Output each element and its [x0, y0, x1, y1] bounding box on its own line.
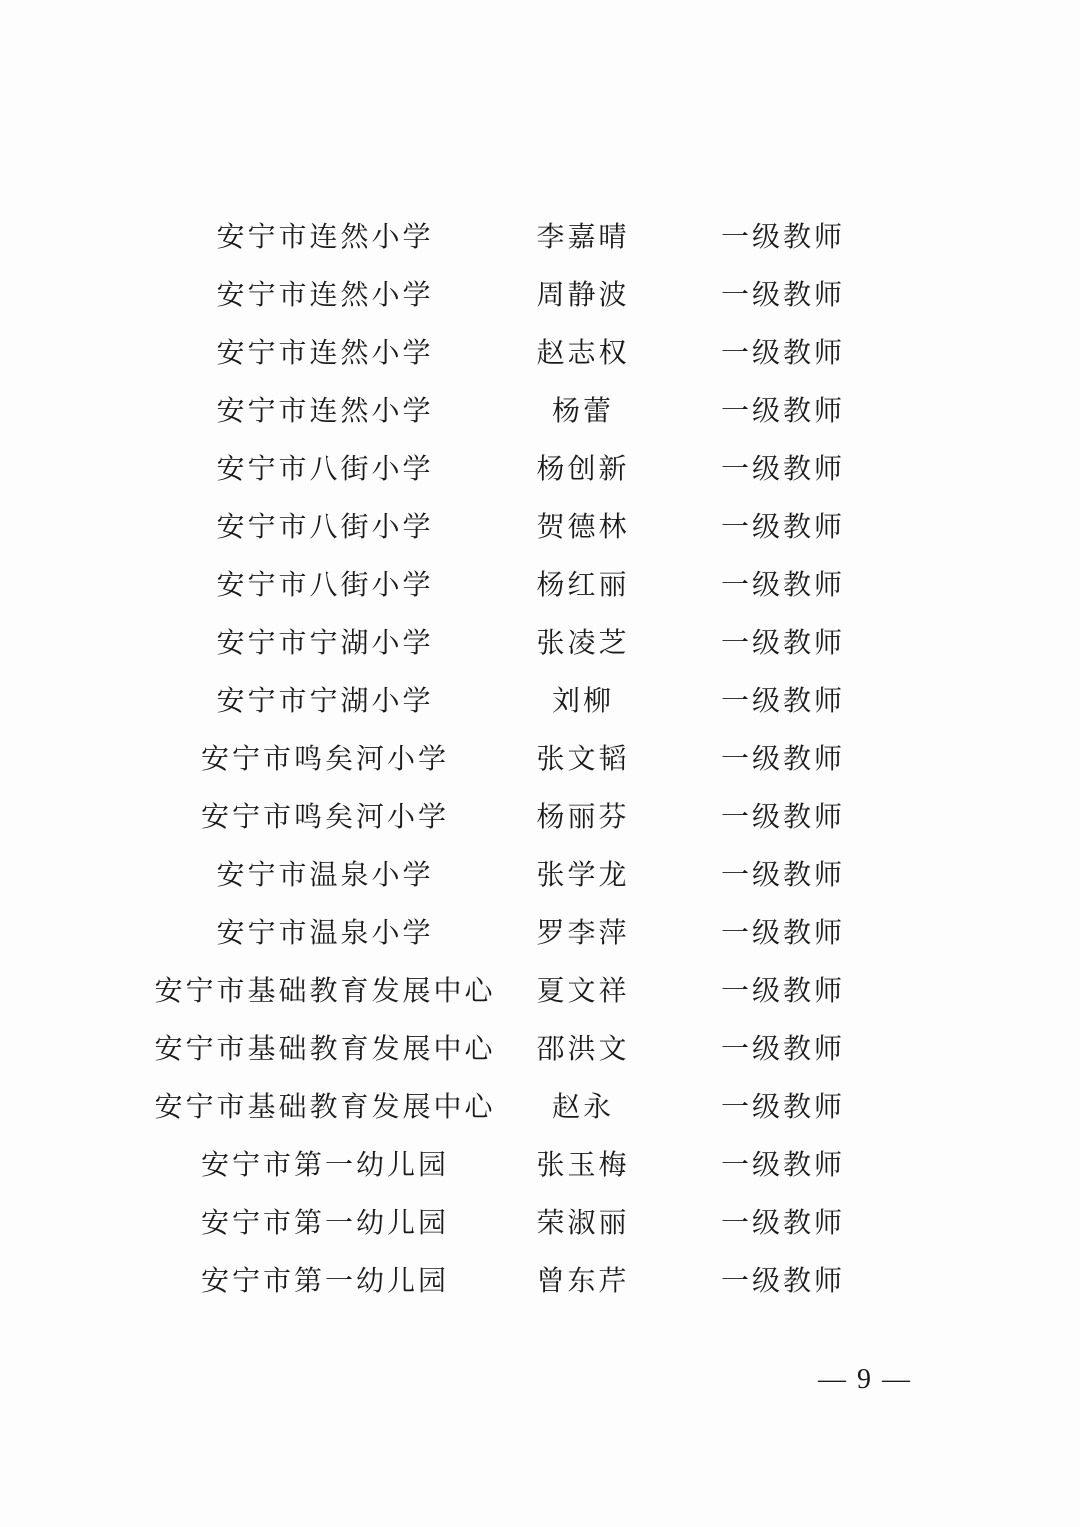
- teacher-name-cell: 杨创新: [536, 452, 630, 485]
- title-cell: 一级教师: [720, 684, 845, 717]
- table-row: [0, 440, 1080, 498]
- table-row: [0, 846, 1080, 904]
- school-cell: 安宁市宁湖小学: [216, 626, 434, 659]
- title-cell: 一级教师: [720, 1090, 845, 1123]
- title-cell: 一级教师: [720, 336, 845, 369]
- title-cell: 一级教师: [720, 974, 845, 1007]
- school-cell: 安宁市八街小学: [216, 568, 434, 601]
- school-cell: 安宁市基础教育发展中心: [154, 1090, 496, 1123]
- school-cell: 安宁市鸣矣河小学: [200, 742, 449, 775]
- roster-table: [0, 208, 1080, 1310]
- teacher-name-cell: 刘柳: [551, 684, 614, 717]
- title-cell: 一级教师: [720, 220, 845, 253]
- teacher-name-cell: 张文韬: [536, 742, 630, 775]
- title-cell: 一级教师: [720, 394, 845, 427]
- table-row: [0, 498, 1080, 556]
- school-cell: 安宁市八街小学: [216, 510, 434, 543]
- teacher-name-cell: 杨蕾: [551, 394, 614, 427]
- school-cell: 安宁市温泉小学: [216, 858, 434, 891]
- title-cell: 一级教师: [720, 858, 845, 891]
- table-row: [0, 556, 1080, 614]
- table-row: [0, 1136, 1080, 1194]
- page-number: — 9 —: [818, 1364, 912, 1395]
- teacher-name-cell: 张学龙: [536, 858, 630, 891]
- school-cell: 安宁市宁湖小学: [216, 684, 434, 717]
- title-cell: 一级教师: [720, 742, 845, 775]
- teacher-name-cell: 李嘉晴: [536, 220, 630, 253]
- table-row: [0, 266, 1080, 324]
- title-cell: 一级教师: [720, 278, 845, 311]
- title-cell: 一级教师: [720, 800, 845, 833]
- school-cell: 安宁市基础教育发展中心: [154, 974, 496, 1007]
- teacher-name-cell: 邵洪文: [536, 1032, 630, 1065]
- table-row: [0, 382, 1080, 440]
- school-cell: 安宁市第一幼儿园: [200, 1148, 449, 1181]
- title-cell: 一级教师: [720, 1148, 845, 1181]
- table-row: [0, 672, 1080, 730]
- teacher-name-cell: 杨丽芬: [536, 800, 630, 833]
- title-cell: 一级教师: [720, 452, 845, 485]
- title-cell: 一级教师: [720, 1206, 845, 1239]
- table-row: [0, 324, 1080, 382]
- school-cell: 安宁市第一幼儿园: [200, 1206, 449, 1239]
- school-cell: 安宁市基础教育发展中心: [154, 1032, 496, 1065]
- teacher-name-cell: 赵志权: [536, 336, 630, 369]
- title-cell: 一级教师: [720, 510, 845, 543]
- teacher-name-cell: 杨红丽: [536, 568, 630, 601]
- school-cell: 安宁市鸣矣河小学: [200, 800, 449, 833]
- teacher-name-cell: 贺德林: [536, 510, 630, 543]
- title-cell: 一级教师: [720, 1032, 845, 1065]
- title-cell: 一级教师: [720, 916, 845, 949]
- table-row: [0, 1078, 1080, 1136]
- teacher-name-cell: 荣淑丽: [536, 1206, 630, 1239]
- table-row: [0, 730, 1080, 788]
- school-cell: 安宁市连然小学: [216, 394, 434, 427]
- school-cell: 安宁市连然小学: [216, 278, 434, 311]
- table-row: [0, 614, 1080, 672]
- table-row: [0, 904, 1080, 962]
- table-row: [0, 1020, 1080, 1078]
- school-cell: 安宁市温泉小学: [216, 916, 434, 949]
- teacher-name-cell: 夏文祥: [536, 974, 630, 1007]
- table-row: [0, 1194, 1080, 1252]
- teacher-name-cell: 罗李萍: [536, 916, 630, 949]
- school-cell: 安宁市八街小学: [216, 452, 434, 485]
- table-row: [0, 208, 1080, 266]
- teacher-name-cell: 曾东芹: [536, 1264, 630, 1297]
- table-row: [0, 962, 1080, 1020]
- table-row: [0, 1252, 1080, 1310]
- teacher-name-cell: 张凌芝: [536, 626, 630, 659]
- table-row: [0, 788, 1080, 846]
- title-cell: 一级教师: [720, 1264, 845, 1297]
- teacher-name-cell: 周静波: [536, 278, 630, 311]
- school-cell: 安宁市连然小学: [216, 220, 434, 253]
- teacher-name-cell: 赵永: [551, 1090, 614, 1123]
- title-cell: 一级教师: [720, 626, 845, 659]
- title-cell: 一级教师: [720, 568, 845, 601]
- school-cell: 安宁市第一幼儿园: [200, 1264, 449, 1297]
- teacher-name-cell: 张玉梅: [536, 1148, 630, 1181]
- school-cell: 安宁市连然小学: [216, 336, 434, 369]
